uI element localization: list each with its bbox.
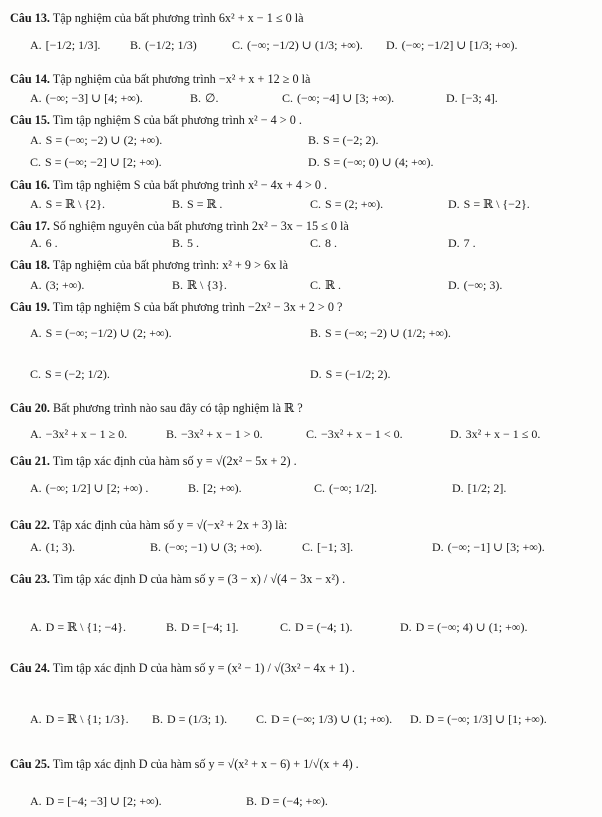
option: A. (−∞; 1/2] ∪ [2; +∞) .: [30, 481, 149, 495]
option: C. D = (−∞; 1/3) ∪ (1; +∞).: [256, 712, 393, 726]
option: D. (−∞; −1] ∪ [3; +∞).: [432, 540, 545, 554]
option: D. S = (−∞; 0) ∪ (4; +∞).: [308, 155, 434, 169]
option: C. [−1; 3].: [302, 540, 354, 554]
option: A. 6 .: [30, 236, 58, 250]
question-23: Câu 23. Tìm tập xác định D của hàm số y = (3 − x) / √(4 − 3x − x²) .: [10, 572, 346, 586]
question-15: Câu 15. Tìm tập nghiệm S của bất phương trình x² − 4 > 0 .: [10, 113, 302, 127]
option: A. (3; +∞).: [30, 278, 85, 292]
option: B. S = ℝ .: [172, 197, 223, 211]
option: B. D = [−4; 1].: [166, 620, 239, 634]
option: C. S = (2; +∞).: [310, 197, 384, 211]
option: B. D = (1/3; 1).: [152, 712, 228, 726]
option: D. S = (−1/2; 2).: [310, 367, 391, 381]
option: B. [2; +∞).: [188, 481, 242, 495]
option: B. ∅.: [190, 91, 219, 105]
question-24: Câu 24. Tìm tập xác định D của hàm số y = (x² − 1) / √(3x² − 4x + 1) .: [10, 661, 355, 675]
option: C. (−∞; −4] ∪ [3; +∞).: [282, 91, 395, 105]
option: C. 8 .: [310, 236, 338, 250]
question-13: Câu 13. Tập nghiệm của bất phương trình 6x² + x − 1 ≤ 0 là: [10, 11, 304, 25]
option: D. D = (−∞; 4) ∪ (1; +∞).: [400, 620, 528, 634]
option: A. (1; 3).: [30, 540, 75, 554]
option: A. −3x² + x − 1 ≥ 0.: [30, 427, 128, 441]
option: B. S = (−2; 2).: [308, 133, 379, 147]
option: A. D = [−4; −3] ∪ [2; +∞).: [30, 794, 162, 808]
question-16: Câu 16. Tìm tập nghiệm S của bất phương trình x² − 4x + 4 > 0 .: [10, 178, 328, 192]
option: A. S = (−∞; −1/2) ∪ (2; +∞).: [30, 326, 172, 340]
option: B. 5 .: [172, 236, 200, 250]
option: A. (−∞; −3] ∪ [4; +∞).: [30, 91, 143, 105]
option: A. D = ℝ \ {1; 1/3}.: [30, 712, 129, 726]
option: A. D = ℝ \ {1; −4}.: [30, 620, 127, 634]
option: A. S = (−∞; −2) ∪ (2; +∞).: [30, 133, 163, 147]
option: D. D = (−∞; 1/3] ∪ [1; +∞).: [410, 712, 547, 726]
option: B. ℝ \ {3}.: [172, 278, 227, 292]
question-17: Câu 17. Số nghiệm nguyên của bất phương trình 2x² − 3x − 15 ≤ 0 là: [10, 219, 349, 233]
question-18: Câu 18. Tập nghiệm của bất phương trình: x² + 9 > 6x là: [10, 258, 289, 272]
option: C. (−∞; −1/2) ∪ (1/3; +∞).: [232, 38, 363, 52]
option: B. (−∞; −1) ∪ (3; +∞).: [150, 540, 263, 554]
option: C. −3x² + x − 1 < 0.: [306, 427, 403, 441]
option: D. 7 .: [448, 236, 476, 250]
option: C. D = (−4; 1).: [280, 620, 353, 634]
option: C. S = (−∞; −2] ∪ [2; +∞).: [30, 155, 162, 169]
option: B. (−1/2; 1/3): [130, 38, 197, 52]
option: D. [1/2; 2].: [452, 481, 507, 495]
question-25: Câu 25. Tìm tập xác định D của hàm số y = √(x² + x − 6) + 1/√(x + 4) .: [10, 757, 359, 771]
option: D. (−∞; 3).: [448, 278, 503, 292]
option: C. ℝ .: [310, 278, 341, 292]
option: D. [−3; 4].: [446, 91, 498, 105]
option: B. D = (−4; +∞).: [246, 794, 328, 808]
option: D. 3x² + x − 1 ≤ 0.: [450, 427, 541, 441]
question-22: Câu 22. Tập xác định của hàm số y = √(−x² + 2x + 3) là:: [10, 518, 288, 532]
question-20: Câu 20. Bất phương trình nào sau đây có tập nghiệm là ℝ ?: [10, 401, 303, 415]
option: C. (−∞; 1/2].: [314, 481, 377, 495]
question-14: Câu 14. Tập nghiệm của bất phương trình −x² + x + 12 ≥ 0 là: [10, 72, 311, 86]
question-19: Câu 19. Tìm tập nghiệm S của bất phương trình −2x² − 3x + 2 > 0 ?: [10, 300, 343, 314]
option: C. S = (−2; 1/2).: [30, 367, 110, 381]
option: B. S = (−∞; −2) ∪ (1/2; +∞).: [310, 326, 451, 340]
option: B. −3x² + x − 1 > 0.: [166, 427, 263, 441]
option: D. (−∞; −1/2] ∪ [1/3; +∞).: [386, 38, 518, 52]
option: D. S = ℝ \ {−2}.: [448, 197, 530, 211]
question-21: Câu 21. Tìm tập xác định của hàm số y = √(2x² − 5x + 2) .: [10, 454, 297, 468]
option: A. S = ℝ \ {2}.: [30, 197, 105, 211]
option: A. [−1/2; 1/3].: [30, 38, 101, 52]
